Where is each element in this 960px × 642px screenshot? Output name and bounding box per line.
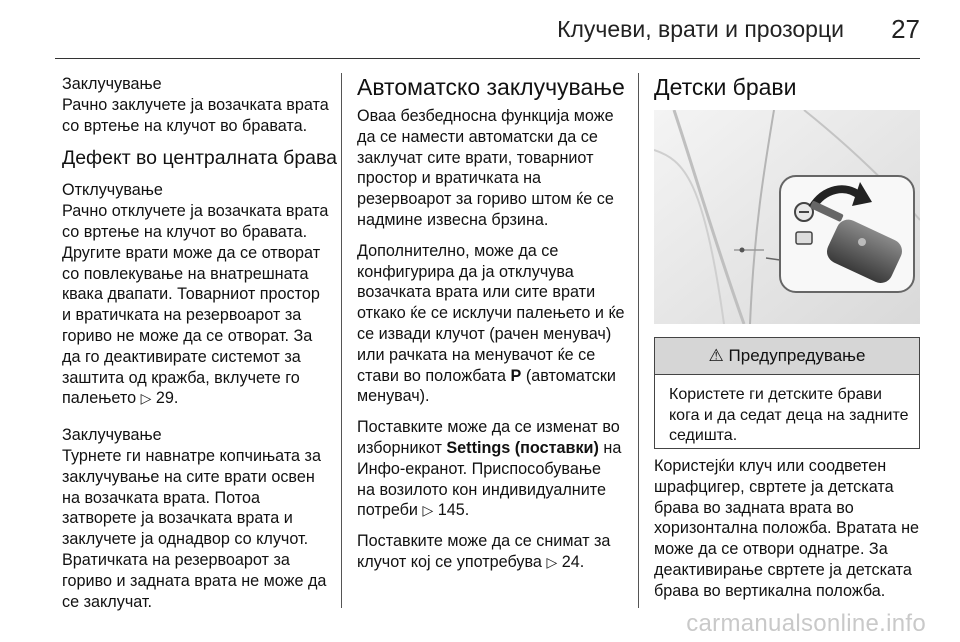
paragraph-line: заклучат сите врати, товарниот	[357, 148, 594, 167]
paragraph-line: конфигурира да ја отклучува	[357, 262, 574, 281]
warning-line: Користете ги детските брави	[669, 386, 882, 403]
paragraph-line: хоризонтална положба. Вратата не	[654, 519, 920, 538]
paragraph-line: Поставките може да се изменат во	[357, 418, 620, 437]
page-header	[0, 0, 960, 62]
paragraph-line: со вртење на клучот во бравата.	[62, 222, 308, 241]
header-rule	[55, 58, 920, 59]
subheading-locking: Заклучување	[62, 75, 162, 93]
paragraph-line: Користејќи клуч или соодветен	[654, 457, 887, 475]
paragraph-line: откако ќе се исклучи палењето и ќе	[357, 304, 625, 323]
paragraph-line: затворете ја возачката врата и	[62, 509, 293, 528]
paragraph-line: изборникот Settings (поставки) на	[357, 438, 622, 457]
paragraph-line: се извади клучот (рачен менувач)	[357, 324, 612, 343]
warning-header	[655, 338, 919, 375]
column-divider	[341, 73, 342, 608]
paragraph-line: брава во задната врата во	[654, 498, 854, 517]
page-reference-icon[interactable]: ▷	[422, 502, 434, 519]
paragraph-line: Рачно заклучете ја возачката врата	[62, 95, 329, 114]
paragraph-line: со вртење на клучот во бравата.	[62, 116, 308, 135]
child-lock-instructions	[654, 456, 919, 602]
paragraph-line: возачката врата или сите врати	[357, 283, 596, 302]
paragraph-line: квака двапати. Товарниот простор	[62, 285, 320, 304]
paragraph-line: менувач).	[357, 387, 430, 406]
paragraph-line: деактивирање свртете ја детската	[654, 560, 912, 579]
child-lock-illustration	[654, 110, 920, 324]
warning-body	[655, 375, 919, 447]
subheading-locking: Заклучување	[62, 426, 162, 445]
section-title: Клучеви, врати и прозорци	[557, 16, 844, 42]
paragraph-line: на возачката врата. Потоа	[62, 488, 260, 507]
column-2	[357, 74, 629, 573]
paragraph-line: Турнете ги навнатре копчињата за	[62, 446, 321, 465]
paragraph-line: потреби ▷ 145.	[357, 501, 470, 520]
paragraph-line: надмине извесна брзина.	[357, 210, 549, 229]
page-reference[interactable]: 24.	[561, 552, 585, 571]
paragraph-line: Вратичката на резервоарот за	[62, 550, 290, 569]
paragraph-line: Другите врати може да се отворат	[62, 243, 321, 262]
warning-line: кога и да седат деца на задните	[669, 406, 909, 424]
paragraph-line: да се намести автоматски да се	[357, 127, 598, 146]
gear-position-p: P	[510, 366, 522, 385]
paragraph-line: се заклучат.	[62, 592, 153, 611]
page-number: 27	[891, 14, 920, 44]
paragraph-line: клучот кој се употребува ▷ 24.	[357, 552, 585, 571]
heading-child-locks: Детски брави	[654, 74, 797, 100]
page-reference-icon[interactable]: ▷	[140, 390, 152, 407]
settings-menu-label: Settings (поставки)	[446, 438, 599, 457]
paragraph-line: простор и вратичката на	[357, 169, 542, 188]
paragraph-line: може да се отвори однатре. За	[654, 540, 888, 559]
paragraph-line: заклучување на сите врати освен	[62, 467, 315, 486]
paragraph-line: заклучете ја однадвор со клучот.	[62, 530, 309, 549]
column-divider	[638, 73, 639, 608]
column-3	[654, 74, 920, 106]
paragraph-line: резервоарот за гориво штом ќе се	[357, 190, 614, 209]
paragraph-line: гориво и задната врата не може да	[62, 571, 327, 590]
paragraph-line: или рачката на менувачот ќе се	[357, 345, 596, 364]
paragraph-line: стави во положбата P (автоматски	[357, 366, 616, 385]
paragraph-line: Инфо-екранот. Приспособување	[357, 459, 601, 478]
warning-title: Предупредување	[728, 346, 866, 365]
paragraph-line: гориво не може да се отворат. За	[62, 326, 313, 345]
paragraph-line: брава во вертикална положба.	[654, 581, 886, 600]
paragraph-line: да го деактивирате системот за	[62, 347, 301, 366]
heading-central-lock-failure: Дефект во централната брава	[62, 147, 338, 170]
paragraph-line: со повлекување на внатрешната	[62, 264, 309, 283]
paragraph-line: Дополнително, може да се	[357, 241, 559, 260]
warning-box	[654, 337, 920, 449]
paragraph-line: Рачно отклучете ја возачката врата	[62, 202, 329, 221]
watermark: carmanualsonline.info	[686, 610, 926, 637]
warning-line: седишта.	[669, 427, 738, 444]
door-key-illustration-icon	[654, 110, 920, 324]
paragraph-line: на возилото кон индивидуалните	[357, 480, 606, 499]
paragraph-line: Оваа безбедносна функција може	[357, 107, 614, 125]
paragraph-line: палењето ▷ 29.	[62, 389, 179, 408]
warning-triangle-icon: ⚠	[708, 346, 724, 365]
page-reference-icon[interactable]: ▷	[546, 553, 558, 570]
paragraph-line: заштита од кражба, вклучете го	[62, 368, 300, 387]
paragraph-line: и вратичката на резервоарот за	[62, 306, 302, 325]
heading-automatic-locking: Автоматско заклучување	[357, 74, 625, 100]
subheading-unlocking: Отклучување	[62, 181, 163, 200]
column-1	[62, 74, 338, 612]
paragraph-line: Поставките може да се снимат за	[357, 532, 611, 551]
page-reference[interactable]: 145.	[437, 501, 470, 520]
page-reference[interactable]: 29.	[155, 389, 179, 408]
paragraph-line: шрафцигер, свртете ја детската	[654, 477, 894, 496]
